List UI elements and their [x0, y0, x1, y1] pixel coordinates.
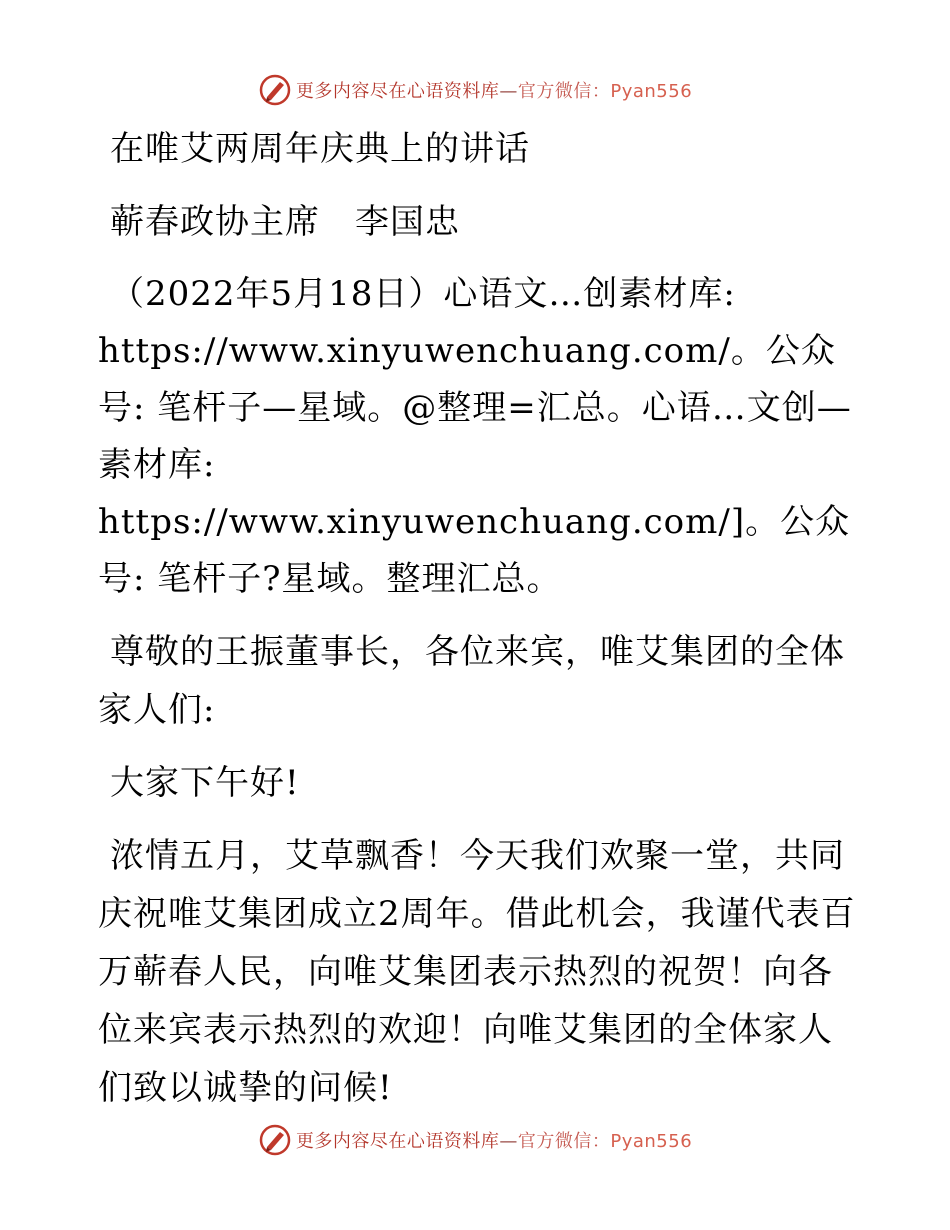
document-paragraph: 浓情五月，艾草飘香！今天我们欢聚一堂，共同庆祝唯艾集团成立2周年。借此机会，我谨代表百万蕲春人民，向唯艾集团表示热烈的祝贺！向各位来宾表示热烈的欢迎！向唯艾集团的全体家人们致以诚挚的问候! [98, 836, 856, 1108]
footer-watermark-banner [0, 1120, 950, 1160]
header-watermark-banner [0, 70, 950, 110]
document-title: 在唯艾两周年庆典上的讲话 [110, 129, 530, 169]
pen-logo-icon [258, 1123, 292, 1157]
document-greeting: 大家下午好! [110, 763, 300, 803]
header-watermark-text: 更多内容尽在心语资料库—官方微信：Pyan556 [295, 81, 693, 102]
pen-logo-icon [258, 73, 292, 107]
footer-watermark-text: 更多内容尽在心语资料库—官方微信：Pyan556 [295, 1131, 693, 1152]
document-author: 蕲春政协主席 李国忠 [110, 202, 460, 242]
document-date-line: （2022年5月18日）心语文…创素材库: https://www.xinyuwenchuang.com/。公众号: 笔杆子—星域。@整理=汇总。心语…文创—素材库: https://www.xinyuwenchuang.com/]。公众号: 笔杆子?星域。整理汇总。 [98, 274, 852, 599]
document-body [98, 120, 858, 1132]
document-salutation: 尊敬的王振董事长，各位来宾，唯艾集团的全体家人们: [98, 632, 845, 730]
